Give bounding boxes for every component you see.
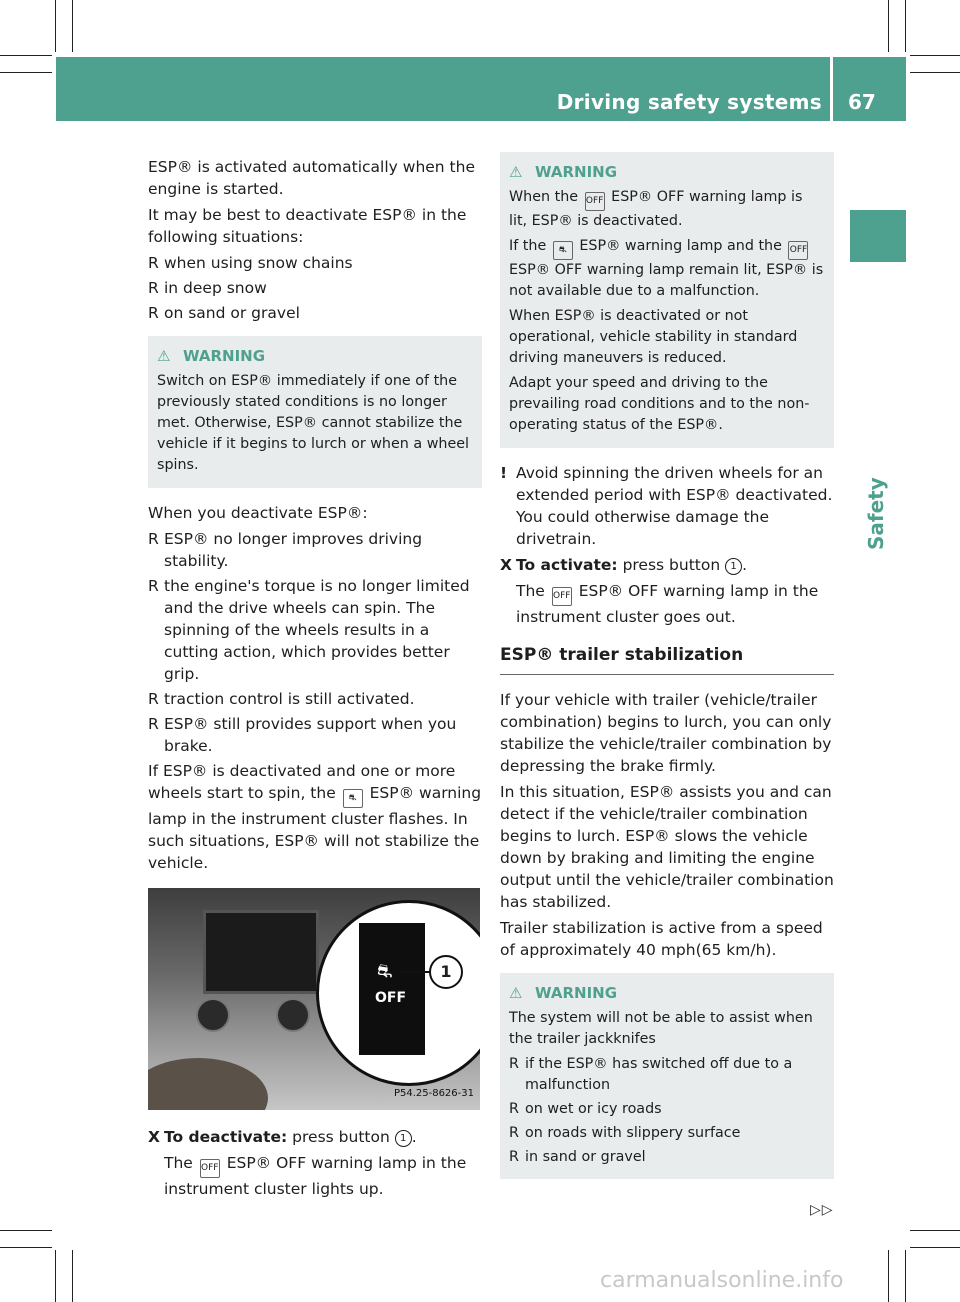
bullet-icon: R — [509, 1125, 519, 1141]
bullet-icon: R — [509, 1056, 519, 1072]
note: ! Avoid spinning the driven wheels for an extended period with ESP® deactivated. You could otherwise damage the drivetrain. — [500, 464, 833, 548]
bullet-icon: R — [148, 279, 159, 297]
wood-trim — [148, 1058, 268, 1110]
esp-off-switch — [359, 923, 425, 1055]
step-arrow-icon: X — [500, 556, 512, 574]
display-screen — [203, 910, 319, 994]
bullet-icon: R — [148, 530, 159, 548]
bullet-icon: R — [509, 1149, 519, 1165]
warning-text: Adapt your speed and driving to the prevailing road conditions and to the non-operating status of the ESP®. — [509, 375, 810, 433]
section-heading: ESP® trailer stabilization — [500, 644, 834, 675]
crop-mark — [888, 1250, 889, 1302]
warning-heading: ⚠ WARNING — [509, 984, 618, 1002]
warning-triangle-icon: ⚠ — [157, 347, 171, 365]
bullet-icon: R — [148, 304, 159, 322]
step-result: The OFF ESP® OFF warning lamp in the instrument cluster goes out. — [516, 582, 819, 626]
skidding-car-icon: ⛐ — [377, 961, 393, 982]
esp-button-photo — [148, 888, 480, 1110]
control-knob — [196, 998, 230, 1032]
esp-warning-lamp-icon: ⛐ — [343, 789, 363, 808]
callout-magnifier — [316, 900, 480, 1086]
paragraph: ESP® is activated automatically when the engine is started. — [148, 158, 475, 198]
switch-off-label: OFF — [375, 990, 407, 1006]
crop-mark — [55, 1250, 56, 1302]
image-code: P54.25-8626-31 — [393, 1088, 474, 1099]
paragraph: In this situation, ESP® assists you and can detect if the vehicle/trailer combination begins to lurch. ESP® slows the vehicle down by braking and limiting the engine output until the vehicle/trailer combination has stabilized. — [500, 783, 834, 911]
bullet-icon: R — [148, 254, 159, 272]
paragraph: Trailer stabilization is active from a speed of approximately 40 mph(65 km/h). — [500, 919, 823, 959]
watermark: carmanualsonline.info — [600, 1268, 844, 1293]
warning-text: Switch on ESP® immediately if one of the previously stated conditions is no longer met. Otherwise, ESP® cannot stabilize the vehicle if it begins to lurch or when a wheel spins. — [157, 373, 470, 473]
bullet-icon: R — [148, 715, 159, 733]
warning-text: The system will not be able to assist when the trailer jackknifes — [509, 1010, 813, 1047]
crop-mark — [0, 55, 52, 56]
control-knob — [276, 998, 310, 1032]
bullet-icon: R — [148, 690, 159, 708]
warning-box — [148, 336, 482, 488]
warning-heading: ⚠ WARNING — [509, 163, 618, 181]
continue-marker: ▷▷ — [810, 1202, 834, 1218]
crop-mark — [910, 1247, 960, 1248]
crop-mark — [72, 1250, 73, 1302]
crop-mark — [72, 0, 73, 52]
step-result: The OFF ESP® OFF warning lamp in the instrument cluster lights up. — [164, 1154, 467, 1198]
warning-heading: ⚠ WARNING — [157, 347, 266, 365]
paragraph: It may be best to deactivate ESP® in the following situations: — [148, 206, 467, 246]
callout-leader-line — [399, 971, 431, 973]
crop-mark — [0, 1247, 52, 1248]
list-item: R in deep snow — [148, 279, 267, 297]
step-deactivate: X To deactivate: press button 1 . — [148, 1128, 417, 1146]
step-activate: X To activate: press button 1 . — [500, 556, 748, 574]
crop-mark — [910, 72, 960, 73]
crop-mark — [888, 0, 889, 52]
side-tab-label: Safety — [864, 477, 888, 550]
esp-warning-lamp-icon: ⛐ — [553, 241, 573, 260]
esp-off-lamp-icon: OFF — [788, 241, 808, 260]
list-item: R when using snow chains — [148, 254, 353, 272]
paragraph: If your vehicle with trailer (vehicle/trailer combination) begins to lurch, you can only stabilize the vehicle/trailer combination by depressing the brake firmly. — [500, 691, 832, 775]
page-number: 67 — [848, 90, 876, 114]
paragraph: If ESP® is deactivated and one or more wheels start to spin, the ⛐ ESP® warning lamp in the instrument cluster flashes. In such situations, ESP® will not stabilize the vehicle. — [148, 762, 482, 872]
paragraph: When you deactivate ESP®: — [148, 504, 368, 522]
list-item: R ESP® still provides support when you brake. — [148, 715, 457, 755]
warning-triangle-icon: ⚠ — [509, 163, 523, 181]
warning-text: If the ⛐ ESP® warning lamp and the OFF ESP® OFF warning lamp remain lit, ESP® is not available due to a malfunction. — [509, 238, 824, 299]
list-item: R the engine's torque is no longer limited and the drive wheels can spin. The spinning of the wheels results in a cutting action, which provides better grip. — [148, 577, 470, 683]
crop-mark — [55, 0, 56, 52]
side-tab — [850, 210, 906, 1110]
header-divider — [830, 57, 833, 121]
left-column — [148, 156, 482, 1204]
step-arrow-icon: X — [148, 1128, 160, 1146]
list-item: R if the ESP® has switched off due to a malfunction — [509, 1056, 793, 1093]
warning-text: When ESP® is deactivated or not operational, vehicle stability in standard driving maneuvers is reduced. — [509, 308, 798, 366]
warning-text: When the OFF ESP® OFF warning lamp is lit, ESP® is deactivated. — [509, 189, 803, 229]
list-item: R on wet or icy roads — [509, 1099, 825, 1120]
list-item: R on sand or gravel — [148, 304, 300, 322]
list-item: R ESP® no longer improves driving stability. — [148, 530, 423, 570]
list-item: R in sand or gravel — [509, 1147, 825, 1168]
esp-off-lamp-icon: OFF — [552, 587, 572, 606]
button-1-icon: 1 — [395, 1130, 412, 1147]
side-tab-block — [850, 210, 906, 262]
crop-mark — [910, 1230, 960, 1231]
crop-mark — [910, 55, 960, 56]
page-title: Driving safety systems — [556, 90, 822, 114]
callout-number: 1 — [429, 955, 463, 989]
list-item: R traction control is still activated. — [148, 690, 415, 708]
esp-off-lamp-icon: OFF — [200, 1159, 220, 1178]
crop-mark — [0, 72, 52, 73]
warning-triangle-icon: ⚠ — [509, 984, 523, 1002]
esp-off-lamp-icon: OFF — [585, 192, 605, 211]
warning-box — [500, 152, 834, 448]
list-item: R on roads with slippery surface — [509, 1123, 825, 1144]
bullet-icon: R — [148, 577, 159, 595]
exclamation-icon: ! — [500, 464, 508, 482]
crop-mark — [905, 0, 906, 52]
button-1-icon: 1 — [725, 558, 742, 575]
right-column — [500, 146, 834, 1193]
bullet-icon: R — [509, 1101, 519, 1117]
warning-box — [500, 973, 834, 1179]
crop-mark — [0, 1230, 52, 1231]
crop-mark — [905, 1250, 906, 1302]
